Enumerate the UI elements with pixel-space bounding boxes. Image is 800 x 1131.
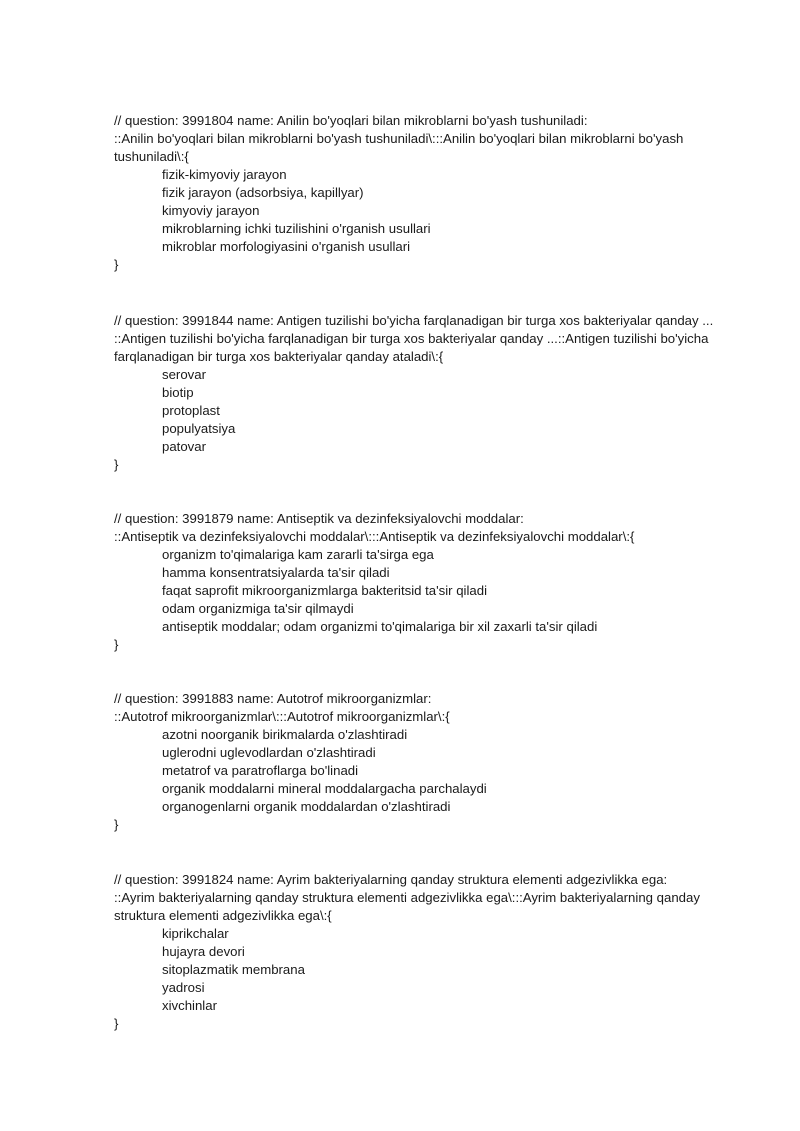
answer-option: hujayra devori xyxy=(162,944,245,959)
question-block xyxy=(114,112,744,274)
answer-option: organik moddalarni mineral moddalargacha parchalaydi xyxy=(162,781,487,796)
question-block xyxy=(114,690,744,834)
answer-option: patovar xyxy=(162,439,206,454)
answer-option: faqat saprofit mikroorganizmlarga bakteritsid ta'sir qiladi xyxy=(162,583,488,598)
answer-option: fizik-kimyoviy jarayon xyxy=(162,167,287,182)
answer-option: odam organizmiga ta'sir qilmaydi xyxy=(162,601,354,616)
answer-option: xivchinlar xyxy=(162,998,217,1013)
answer-option: hamma konsentratsiyalarda ta'sir qiladi xyxy=(162,565,390,580)
answer-list xyxy=(114,925,744,1015)
closing-brace: } xyxy=(114,637,119,652)
question-block xyxy=(114,312,744,474)
question-stem: ::Autotrof mikroorganizmlar\:::Autotrof mikroorganizmlar\:{ xyxy=(114,709,450,724)
question-stem: ::Antigen tuzilishi bo'yicha farqlanadigan bir turga xos bakteriyalar qanday ...::Antigen tuzilishi bo'yicha farqlanadigan bir turga xos bakteriyalar qanday ataladi\:{ xyxy=(114,331,709,364)
question-block xyxy=(114,871,744,1033)
answer-list xyxy=(114,366,744,456)
question-stem: ::Anilin bo'yoqlari bilan mikroblarni bo'yash tushuniladi\:::Anilin bo'yoqlari bilan mikroblarni bo'yash tushuniladi\:{ xyxy=(114,131,684,164)
answer-option: antiseptik moddalar; odam organizmi to'qimalariga bir xil zaxarli ta'sir qiladi xyxy=(162,619,598,634)
question-header: // question: 3991824 name: Ayrim bakteriyalarning qanday struktura elementi adgezivlikka ega: xyxy=(114,872,668,887)
answer-option: mikroblar morfologiyasini o'rganish usullari xyxy=(162,239,411,254)
answer-list xyxy=(114,546,744,636)
closing-brace: } xyxy=(114,1016,119,1031)
question-header: // question: 3991844 name: Antigen tuzilishi bo'yicha farqlanadigan bir turga xos bakteriyalar qanday ... xyxy=(114,313,714,328)
answer-list xyxy=(114,166,744,256)
answer-option: azotni noorganik birikmalarda o'zlashtiradi xyxy=(162,727,408,742)
answer-list xyxy=(114,726,744,816)
question-header: // question: 3991883 name: Autotrof mikroorganizmlar: xyxy=(114,691,432,706)
answer-option: mikroblarning ichki tuzilishini o'rganish usullari xyxy=(162,221,431,236)
closing-brace: } xyxy=(114,817,119,832)
question-header: // question: 3991804 name: Anilin bo'yoqlari bilan mikroblarni bo'yash tushuniladi: xyxy=(114,113,588,128)
answer-option: yadrosi xyxy=(162,980,205,995)
answer-option: uglerodni uglevodlardan o'zlashtiradi xyxy=(162,745,376,760)
question-stem: ::Ayrim bakteriyalarning qanday struktura elementi adgezivlikka ega\:::Ayrim bakteriyalarning qanday struktura elementi adgezivlikka ega\:{ xyxy=(114,890,700,923)
answer-option: protoplast xyxy=(162,403,220,418)
answer-option: fizik jarayon (adsorbsiya, kapillyar) xyxy=(162,185,364,200)
closing-brace: } xyxy=(114,457,119,472)
answer-option: organogenlarni organik moddalardan o'zlashtiradi xyxy=(162,799,451,814)
answer-option: sitoplazmatik membrana xyxy=(162,962,305,977)
question-stem: ::Antiseptik va dezinfeksiyalovchi moddalar\:::Antiseptik va dezinfeksiyalovchi moddalar\:{ xyxy=(114,529,635,544)
answer-option: serovar xyxy=(162,367,206,382)
answer-option: populyatsiya xyxy=(162,421,236,436)
answer-option: organizm to'qimalariga kam zararli ta'sirga ega xyxy=(162,547,434,562)
answer-option: kiprikchalar xyxy=(162,926,229,941)
closing-brace: } xyxy=(114,257,119,272)
answer-option: biotip xyxy=(162,385,194,400)
question-header: // question: 3991879 name: Antiseptik va dezinfeksiyalovchi moddalar: xyxy=(114,511,524,526)
answer-option: kimyoviy jarayon xyxy=(162,203,260,218)
answer-option: metatrof va paratroflarga bo'linadi xyxy=(162,763,359,778)
question-block xyxy=(114,510,744,654)
